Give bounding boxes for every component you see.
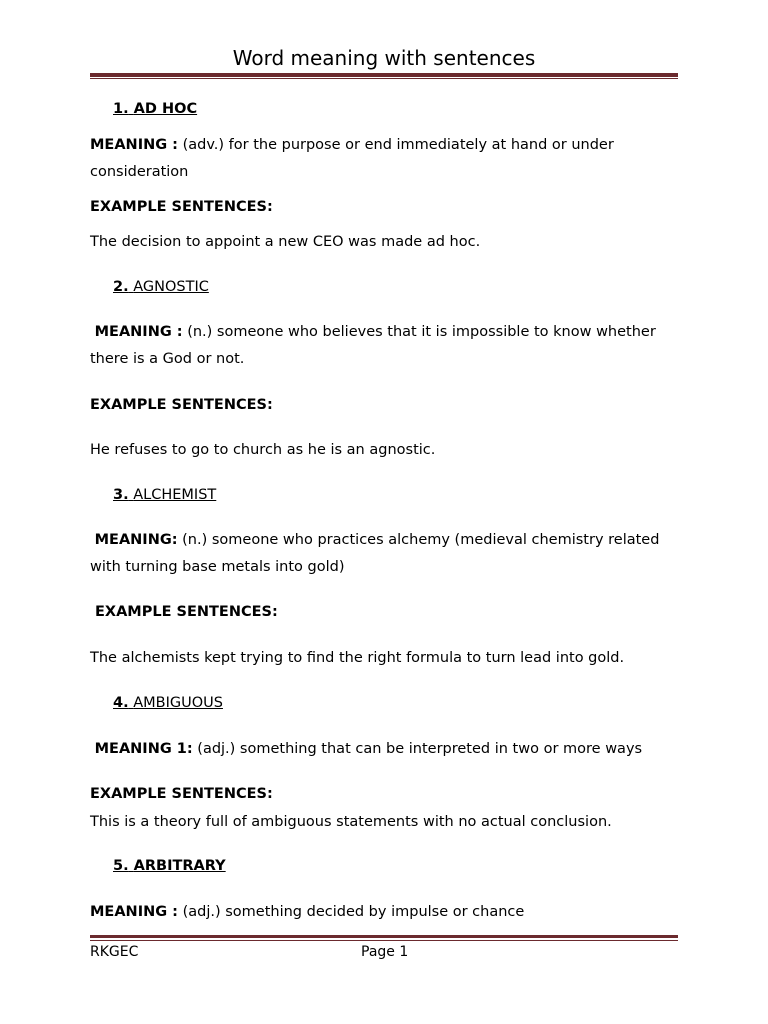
example-sentence: The decision to appoint a new CEO was made ad hoc. [90, 234, 481, 250]
entry-word: ALCHEMIST [133, 487, 217, 503]
example-label: EXAMPLE SENTENCES: [95, 604, 278, 620]
meaning-paragraph [90, 899, 680, 926]
meaning-label: MEANING 1: [94, 741, 193, 757]
example-label: EXAMPLE SENTENCES: [90, 397, 273, 413]
entry-number: 1. [113, 101, 129, 117]
entry-number: 2. [113, 279, 129, 295]
header-rule-thin [90, 78, 678, 79]
meaning-text: (adv.) for the purpose or end immediately at hand or under consideration [90, 137, 614, 180]
example-sentence: He refuses to go to church as he is an agnostic. [90, 442, 436, 458]
meaning-label: MEANING : [90, 137, 178, 153]
entry-heading [113, 858, 226, 874]
meaning-text: (adj.) something that can be interpreted in two or more ways [197, 741, 643, 757]
footer-rule [90, 935, 678, 938]
meaning-label: MEANING : [90, 904, 178, 920]
meaning-paragraph [90, 132, 680, 186]
meaning-label: MEANING : [94, 324, 183, 340]
entry-number: 4. [113, 695, 129, 711]
example-label: EXAMPLE SENTENCES: [90, 199, 273, 215]
entry-word: AGNOSTIC [133, 279, 209, 295]
meaning-text: (n.) someone who believes that it is impossible to know whether there is a God or not. [90, 324, 656, 367]
example-label: EXAMPLE SENTENCES: [90, 786, 273, 802]
entry-heading [113, 101, 197, 117]
entry-heading [113, 487, 216, 503]
meaning-text: (adj.) something decided by impulse or chance [182, 904, 525, 920]
entry-word: AMBIGUOUS [133, 695, 223, 711]
footer-rule-thin [90, 940, 678, 941]
entry-number: 5. [113, 858, 129, 874]
footer-organization: RKGEC [90, 944, 139, 960]
example-sentence: This is a theory full of ambiguous statements with no actual conclusion. [90, 814, 612, 830]
entry-word: ARBITRARY [133, 858, 226, 874]
entry-word: AD HOC [133, 101, 198, 117]
entry-number: 3. [113, 487, 129, 503]
meaning-paragraph [90, 527, 680, 581]
meaning-paragraph [90, 319, 680, 373]
page-number: Page 1 [361, 944, 409, 960]
entry-heading [113, 695, 223, 711]
header-rule [90, 73, 678, 77]
meaning-paragraph [90, 736, 680, 763]
document-title: Word meaning with sentences [232, 46, 536, 70]
meaning-label: MEANING: [94, 532, 178, 548]
example-sentence: The alchemists kept trying to find the right formula to turn lead into gold. [90, 650, 625, 666]
meaning-text: (n.) someone who practices alchemy (medieval chemistry related with turning base metals into gold) [90, 532, 660, 575]
entry-heading [113, 279, 209, 295]
